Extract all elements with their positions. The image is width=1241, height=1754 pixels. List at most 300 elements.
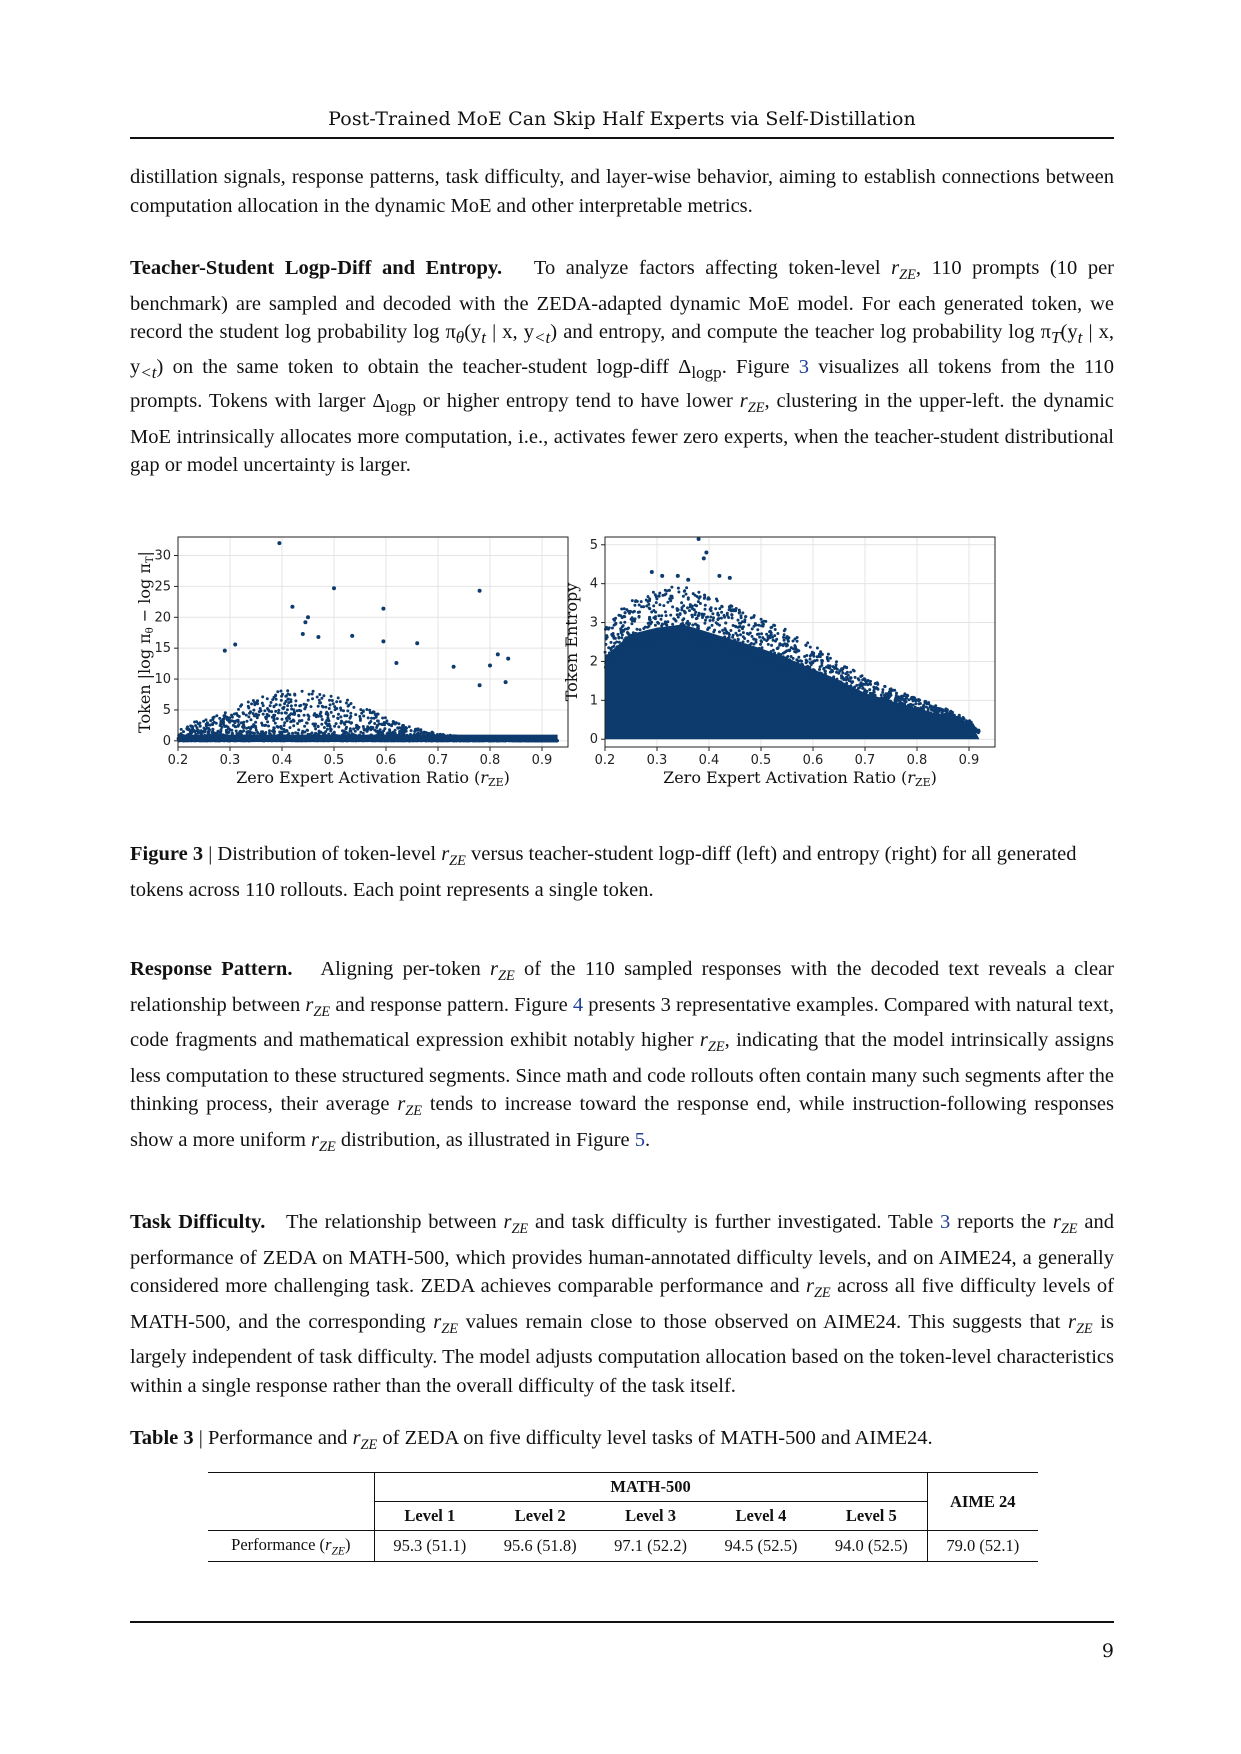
data-point (774, 628, 777, 631)
data-point (451, 736, 454, 739)
data-point (741, 611, 744, 614)
data-point (499, 739, 502, 742)
data-point (917, 699, 920, 702)
data-point (225, 716, 228, 719)
data-point (621, 652, 624, 655)
data-point (744, 615, 747, 618)
data-point (715, 638, 718, 641)
rze-symbol: $r_{ZE}$ (805, 1275, 831, 1302)
data-point (321, 705, 324, 708)
data-point (895, 695, 898, 698)
data-point (877, 700, 880, 703)
data-point (680, 632, 683, 635)
data-point (293, 737, 296, 740)
header-level: Level 4 (735, 1506, 787, 1525)
data-point (939, 707, 942, 710)
data-point (620, 636, 623, 639)
data-point (362, 710, 365, 713)
table-3-caption: Table 3 | Performance and $r_{ZE}$ of ZEDA on five difficulty level tasks of MATH-500 and AIME24. (130, 1427, 933, 1454)
data-point (472, 739, 475, 742)
data-point (731, 636, 734, 639)
data-point (633, 604, 636, 607)
data-point (303, 620, 307, 624)
data-point (264, 724, 267, 727)
data-point (276, 690, 279, 693)
data-point (681, 628, 684, 631)
data-point (797, 669, 800, 672)
data-point (809, 658, 812, 661)
data-point (297, 728, 300, 731)
y-tick-label: 5 (589, 537, 598, 553)
data-point (444, 739, 447, 742)
data-point (312, 690, 315, 693)
data-point (703, 639, 706, 642)
data-point (850, 681, 853, 684)
data-point (620, 629, 623, 632)
data-point (695, 634, 698, 637)
data-point (665, 614, 668, 617)
header-aime24: AIME 24 (927, 1473, 1038, 1531)
data-point (630, 642, 633, 645)
data-point (314, 727, 317, 730)
data-point (345, 702, 348, 705)
data-point (266, 697, 269, 700)
data-point (854, 676, 857, 679)
data-point (888, 695, 891, 698)
data-point (711, 624, 714, 627)
data-point (182, 730, 185, 733)
data-point (760, 632, 763, 635)
data-point (636, 639, 639, 642)
figure-3-caption: Figure 3 | Distribution of token-level $r_{ZE}$ versus teacher-student logp-diff (left) and entropy (right) for all generated tokens across 110 rollouts. Each point represents a single token. (130, 843, 1077, 901)
data-point (685, 593, 688, 596)
data-point (758, 647, 761, 650)
data-point (666, 601, 669, 604)
data-point (310, 731, 313, 734)
scatter-plot-logp-diff (135, 537, 568, 789)
data-point (717, 574, 721, 578)
data-point (816, 647, 819, 650)
data-point (652, 609, 655, 612)
data-point (237, 733, 240, 736)
data-point (654, 631, 657, 634)
data-point (816, 680, 819, 683)
data-point (368, 722, 371, 725)
data-point (650, 570, 654, 574)
data-point (903, 692, 906, 695)
data-point (691, 607, 694, 610)
data-point (365, 708, 368, 711)
data-point (208, 728, 211, 731)
data-point (305, 739, 308, 742)
data-point (413, 739, 416, 742)
data-point (670, 628, 673, 631)
data-point (318, 699, 321, 702)
data-point (792, 657, 795, 660)
data-point (233, 642, 237, 646)
data-point (613, 656, 616, 659)
data-point (668, 589, 671, 592)
data-point (248, 712, 251, 715)
data-point (703, 594, 706, 597)
data-point (794, 638, 797, 641)
data-point (322, 732, 325, 735)
data-point (524, 737, 527, 740)
data-point (661, 594, 664, 597)
data-point (782, 663, 785, 666)
data-point (388, 730, 391, 733)
data-point (410, 729, 413, 732)
data-point (676, 613, 679, 616)
data-point (805, 671, 808, 674)
data-point (933, 716, 936, 719)
data-point (415, 641, 419, 645)
data-point (381, 607, 385, 611)
data-point (831, 670, 834, 673)
data-point (253, 701, 256, 704)
data-point (838, 680, 841, 683)
data-point (741, 620, 744, 623)
rze-symbol: $r_{ZE}$ (441, 843, 466, 870)
data-point (730, 613, 733, 616)
data-point (736, 634, 739, 637)
data-point (686, 634, 689, 637)
data-point (931, 708, 934, 711)
data-point (910, 706, 913, 709)
data-point (344, 727, 347, 730)
data-point (686, 578, 690, 582)
data-point (290, 704, 293, 707)
data-point (273, 705, 276, 708)
data-point (452, 665, 456, 669)
y-tick-label: 30 (154, 548, 171, 564)
figure-4-link[interactable]: 4 (572, 993, 584, 1016)
data-point (727, 616, 730, 619)
x-axis-label: Zero Expert Activation Ratio (rZE) (663, 768, 937, 789)
data-point (731, 608, 734, 611)
data-point (697, 537, 701, 541)
rze-symbol: $r_{ZE}$ (311, 1128, 336, 1155)
header-math500: MATH-500 (374, 1473, 927, 1502)
data-point (611, 646, 614, 649)
data-point (403, 730, 406, 733)
data-point (775, 661, 778, 664)
data-point (610, 641, 613, 644)
table-3-link[interactable]: 3 (940, 1211, 951, 1233)
data-point (705, 633, 708, 636)
data-point (805, 659, 808, 662)
data-point (749, 632, 752, 635)
data-point (392, 732, 395, 735)
table-cell: 97.1 (52.2) (614, 1536, 688, 1556)
data-point (631, 599, 634, 602)
data-point (633, 639, 636, 642)
data-point (366, 725, 369, 728)
data-point (275, 703, 278, 706)
data-point (795, 658, 798, 661)
data-point (858, 686, 861, 689)
data-point (951, 720, 954, 723)
data-point (954, 721, 957, 724)
data-point (893, 705, 896, 708)
data-point (716, 618, 719, 621)
data-point (247, 701, 250, 704)
data-point (291, 732, 294, 735)
data-point (713, 629, 716, 632)
data-point (703, 622, 706, 625)
data-point (876, 687, 879, 690)
data-point (739, 653, 742, 656)
data-point (425, 739, 428, 742)
data-point (721, 642, 724, 645)
data-point (307, 733, 310, 736)
data-point (855, 684, 858, 687)
data-point (788, 649, 791, 652)
data-point (970, 723, 973, 726)
data-point (283, 724, 286, 727)
data-point (401, 732, 404, 735)
data-point (761, 646, 764, 649)
data-point (261, 737, 264, 740)
data-point (682, 640, 685, 643)
table-subheader-row (208, 1502, 1038, 1531)
data-point (280, 690, 283, 693)
data-point (381, 639, 385, 643)
data-point (758, 636, 761, 639)
data-point (940, 717, 943, 720)
data-point (402, 724, 405, 727)
x-axis-label: Zero Expert Activation Ratio (rZE) (236, 768, 510, 789)
data-point (842, 683, 845, 686)
data-point (898, 707, 901, 710)
data-point (279, 738, 282, 741)
data-point (268, 739, 271, 742)
data-point (873, 687, 876, 690)
data-point (371, 726, 374, 729)
data-point (317, 705, 320, 708)
data-point (478, 589, 482, 593)
section-heading: Teacher-Student Logp-Diff and Entropy. (130, 257, 503, 279)
figure-5-link[interactable]: 5 (634, 1128, 645, 1151)
data-point (327, 733, 330, 736)
data-point (381, 717, 384, 720)
data-point (206, 733, 209, 736)
table-cell: 79.0 (52.1) (927, 1531, 1038, 1562)
data-point (714, 607, 717, 610)
data-point (330, 711, 333, 714)
data-point (783, 633, 786, 636)
data-point (633, 635, 636, 638)
data-point (496, 652, 500, 656)
data-point (373, 717, 376, 720)
data-point (305, 736, 308, 739)
data-point (693, 613, 696, 616)
data-point (271, 716, 274, 719)
data-point (205, 724, 208, 727)
data-point (651, 643, 654, 646)
data-point (250, 726, 253, 729)
data-point (680, 608, 683, 611)
data-point (623, 607, 626, 610)
data-point (825, 681, 828, 684)
data-point (637, 646, 640, 649)
data-point (664, 610, 667, 613)
section-logp-entropy: Teacher-Student Logp-Diff and Entropy. To analyze factors affecting token-level $r_{ZE}$, 110 prompts (10 per benchmark) are sampled and decoded with the ZEDA-adapted dynamic MoE model. For each generated token, we record the student log probability $\log \pi_\theta(y_t$ | x, $y_{<t}$) and entropy, and compute the teacher log probability $\log \pi_T(y_t$ | x, $y_{<t}$) on the same token to obtain the teacher-student logp-diff $\Delta_{logp}$. Figure 3 visualizes all tokens from the 110 prompts. Tokens with larger $\Delta_{logp}$ or higher entropy tend to have lower $r_{ZE}$, clustering in the upper-left. the dynamic MoE intrinsically allocates more computation, i.e., activates fewer zero experts, when the teacher-student distributional gap or model uncertainty is larger. (130, 257, 1114, 477)
data-point (658, 635, 661, 638)
data-point (247, 739, 250, 742)
data-point (612, 651, 615, 654)
data-point (868, 682, 871, 685)
data-point (352, 727, 355, 730)
data-point (335, 700, 338, 703)
data-point (343, 714, 346, 717)
data-point (648, 625, 651, 628)
data-point (286, 708, 289, 711)
data-point (755, 657, 758, 660)
data-point (615, 641, 618, 644)
data-point (306, 722, 309, 725)
data-point (211, 722, 214, 725)
data-point (286, 689, 289, 692)
data-point (743, 618, 746, 621)
data-point (623, 643, 626, 646)
data-point (652, 604, 655, 607)
data-point (718, 607, 721, 610)
data-point (277, 541, 281, 545)
data-point (778, 644, 781, 647)
data-point (276, 717, 279, 720)
data-point (736, 649, 739, 652)
data-point (288, 714, 291, 717)
data-point (624, 611, 627, 614)
data-point (677, 608, 680, 611)
data-point (929, 705, 932, 708)
data-point (397, 722, 400, 725)
data-point (223, 649, 227, 653)
data-point (649, 641, 652, 644)
data-point (626, 648, 629, 651)
data-point (332, 586, 336, 590)
data-point (818, 668, 821, 671)
data-point (946, 710, 949, 713)
data-point (728, 576, 732, 580)
data-point (293, 693, 296, 696)
data-point (250, 702, 253, 705)
data-point (254, 726, 257, 729)
data-point (283, 702, 286, 705)
data-point (760, 618, 763, 621)
data-point (640, 600, 643, 603)
data-point (664, 592, 667, 595)
x-tick-label: 0.9 (531, 753, 553, 768)
data-point (399, 727, 402, 730)
data-point (251, 731, 254, 734)
data-point (703, 613, 706, 616)
data-point (362, 732, 365, 735)
data-point (672, 617, 675, 620)
data-point (430, 739, 433, 742)
data-point (219, 728, 222, 731)
data-point (682, 604, 685, 607)
data-point (288, 717, 291, 720)
data-point (282, 707, 285, 710)
data-point (711, 612, 714, 615)
data-point (761, 653, 764, 656)
data-point (896, 698, 899, 701)
data-point (301, 632, 305, 636)
data-point (194, 733, 197, 736)
data-point (872, 689, 875, 692)
data-point (405, 727, 408, 730)
data-point (791, 667, 794, 670)
data-point (696, 617, 699, 620)
results-table (208, 1472, 1038, 1562)
data-point (262, 713, 265, 716)
data-point (741, 626, 744, 629)
data-point (343, 723, 346, 726)
data-point (680, 623, 683, 626)
rze-symbol: $r_{ZE}$ (1052, 1211, 1078, 1238)
data-point (190, 730, 193, 733)
data-point (858, 683, 861, 686)
data-point (686, 606, 689, 609)
data-point (783, 651, 786, 654)
data-point (197, 722, 200, 725)
data-point (799, 659, 802, 662)
data-point (677, 587, 680, 590)
table-cell: 94.0 (52.5) (834, 1536, 908, 1556)
data-point (224, 711, 227, 714)
figure-3-link[interactable]: 3 (798, 355, 810, 378)
data-point (222, 717, 225, 720)
data-point (400, 730, 403, 733)
data-point (355, 724, 358, 727)
data-point (245, 714, 248, 717)
data-point (335, 722, 338, 725)
data-point (306, 729, 309, 732)
data-point (404, 739, 407, 742)
data-point (316, 696, 319, 699)
data-point (204, 736, 207, 739)
data-point (346, 709, 349, 712)
data-point (247, 705, 250, 708)
y-tick-label: 0 (162, 733, 171, 749)
header-level: Level 1 (404, 1506, 456, 1525)
data-point (914, 699, 917, 702)
data-point (845, 685, 848, 688)
data-point (924, 700, 927, 703)
data-point (261, 695, 264, 698)
data-point (799, 672, 802, 675)
data-point (816, 659, 819, 662)
data-point (713, 641, 716, 644)
data-point (777, 646, 780, 649)
data-point (358, 715, 361, 718)
x-tick-label: 0.2 (594, 753, 616, 768)
data-point (836, 678, 839, 681)
data-point (636, 628, 639, 631)
data-point (728, 633, 731, 636)
data-point (339, 715, 342, 718)
data-point (767, 643, 770, 646)
data-point (617, 633, 620, 636)
data-point (914, 702, 917, 705)
data-point (178, 733, 181, 736)
data-point (753, 643, 756, 646)
data-point (941, 710, 944, 713)
x-tick-label: 0.3 (646, 753, 668, 768)
data-point (868, 688, 871, 691)
